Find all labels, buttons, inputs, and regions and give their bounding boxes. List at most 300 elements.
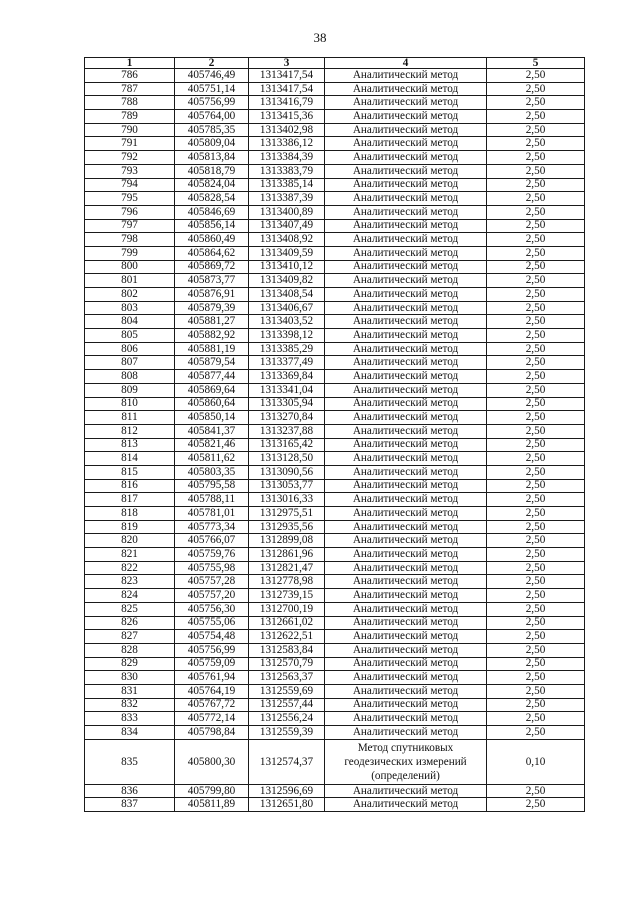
x-coordinate-cell: 405873,77 xyxy=(175,274,249,288)
table-row xyxy=(85,96,585,110)
x-coordinate-cell: 405882,92 xyxy=(175,329,249,343)
table-row xyxy=(85,219,585,233)
x-coordinate-cell: 405881,27 xyxy=(175,315,249,329)
accuracy-cell: 2,50 xyxy=(487,411,585,425)
method-cell: Аналитический метод xyxy=(325,534,487,548)
method-cell: Аналитический метод xyxy=(325,342,487,356)
y-coordinate-cell: 1313415,36 xyxy=(249,110,325,124)
y-coordinate-cell: 1313398,12 xyxy=(249,329,325,343)
accuracy-cell: 2,50 xyxy=(487,274,585,288)
y-coordinate-cell: 1313403,52 xyxy=(249,315,325,329)
point-number-cell: 805 xyxy=(85,329,175,343)
method-cell: Аналитический метод xyxy=(325,479,487,493)
point-number-cell: 829 xyxy=(85,657,175,671)
accuracy-cell: 2,50 xyxy=(487,630,585,644)
y-coordinate-cell: 1313410,12 xyxy=(249,260,325,274)
x-coordinate-cell: 405869,72 xyxy=(175,260,249,274)
table-row xyxy=(85,110,585,124)
x-coordinate-cell: 405772,14 xyxy=(175,712,249,726)
accuracy-cell: 2,50 xyxy=(487,712,585,726)
accuracy-cell: 2,50 xyxy=(487,315,585,329)
point-number-cell: 796 xyxy=(85,205,175,219)
method-cell: Аналитический метод xyxy=(325,192,487,206)
column-header-2: 2 xyxy=(175,58,249,69)
method-cell: Аналитический метод xyxy=(325,315,487,329)
accuracy-cell: 2,50 xyxy=(487,397,585,411)
x-coordinate-cell: 405809,04 xyxy=(175,137,249,151)
accuracy-cell: 2,50 xyxy=(487,246,585,260)
table-row xyxy=(85,151,585,165)
column-header-5: 5 xyxy=(487,58,585,69)
accuracy-cell: 2,50 xyxy=(487,192,585,206)
method-cell: Аналитический метод xyxy=(325,712,487,726)
y-coordinate-cell: 1312559,39 xyxy=(249,726,325,740)
y-coordinate-cell: 1312583,84 xyxy=(249,643,325,657)
accuracy-cell: 2,50 xyxy=(487,657,585,671)
method-cell: Аналитический метод xyxy=(325,520,487,534)
table-row xyxy=(85,507,585,521)
table-row xyxy=(85,260,585,274)
accuracy-cell: 2,50 xyxy=(487,575,585,589)
x-coordinate-cell: 405795,58 xyxy=(175,479,249,493)
table-row xyxy=(85,246,585,260)
point-number-cell: 790 xyxy=(85,123,175,137)
y-coordinate-cell: 1312596,69 xyxy=(249,784,325,798)
accuracy-cell: 2,50 xyxy=(487,438,585,452)
x-coordinate-cell: 405818,79 xyxy=(175,164,249,178)
table-row xyxy=(85,411,585,425)
y-coordinate-cell: 1313384,39 xyxy=(249,151,325,165)
accuracy-cell: 2,50 xyxy=(487,301,585,315)
method-cell: Аналитический метод xyxy=(325,137,487,151)
accuracy-cell: 2,50 xyxy=(487,96,585,110)
table-row xyxy=(85,342,585,356)
point-number-cell: 791 xyxy=(85,137,175,151)
x-coordinate-cell: 405856,14 xyxy=(175,219,249,233)
accuracy-cell: 2,50 xyxy=(487,123,585,137)
x-coordinate-cell: 405828,54 xyxy=(175,192,249,206)
accuracy-cell: 2,50 xyxy=(487,534,585,548)
point-number-cell: 798 xyxy=(85,233,175,247)
y-coordinate-cell: 1312935,56 xyxy=(249,520,325,534)
method-cell: Аналитический метод xyxy=(325,178,487,192)
table-row xyxy=(85,315,585,329)
method-cell: Аналитический метод xyxy=(325,397,487,411)
table-row xyxy=(85,602,585,616)
method-cell: Аналитический метод xyxy=(325,288,487,302)
x-coordinate-cell: 405756,99 xyxy=(175,96,249,110)
x-coordinate-cell: 405800,30 xyxy=(175,739,249,784)
table-row xyxy=(85,205,585,219)
accuracy-cell: 2,50 xyxy=(487,726,585,740)
accuracy-cell: 2,50 xyxy=(487,205,585,219)
x-coordinate-cell: 405824,04 xyxy=(175,178,249,192)
method-cell: Аналитический метод xyxy=(325,424,487,438)
y-coordinate-cell: 1313409,82 xyxy=(249,274,325,288)
accuracy-cell: 2,50 xyxy=(487,288,585,302)
y-coordinate-cell: 1312651,80 xyxy=(249,798,325,812)
method-cell: Аналитический метод xyxy=(325,589,487,603)
point-number-cell: 787 xyxy=(85,82,175,96)
x-coordinate-cell: 405876,91 xyxy=(175,288,249,302)
method-cell: Аналитический метод xyxy=(325,151,487,165)
point-number-cell: 834 xyxy=(85,726,175,740)
accuracy-cell: 2,50 xyxy=(487,178,585,192)
table-row xyxy=(85,465,585,479)
accuracy-cell: 2,50 xyxy=(487,643,585,657)
point-number-cell: 818 xyxy=(85,507,175,521)
y-coordinate-cell: 1313386,12 xyxy=(249,137,325,151)
table-row xyxy=(85,479,585,493)
y-coordinate-cell: 1312861,96 xyxy=(249,548,325,562)
table-row xyxy=(85,534,585,548)
method-cell: Аналитический метод xyxy=(325,784,487,798)
y-coordinate-cell: 1313383,79 xyxy=(249,164,325,178)
point-number-cell: 793 xyxy=(85,164,175,178)
point-number-cell: 811 xyxy=(85,411,175,425)
accuracy-cell: 2,50 xyxy=(487,424,585,438)
table-row xyxy=(85,671,585,685)
accuracy-cell: 2,50 xyxy=(487,164,585,178)
table-row xyxy=(85,575,585,589)
y-coordinate-cell: 1312778,98 xyxy=(249,575,325,589)
x-coordinate-cell: 405781,01 xyxy=(175,507,249,521)
table-row xyxy=(85,784,585,798)
table-row xyxy=(85,397,585,411)
x-coordinate-cell: 405785,35 xyxy=(175,123,249,137)
y-coordinate-cell: 1313128,50 xyxy=(249,452,325,466)
point-number-cell: 830 xyxy=(85,671,175,685)
method-cell: Аналитический метод xyxy=(325,561,487,575)
accuracy-cell: 0,10 xyxy=(487,739,585,784)
table-row xyxy=(85,438,585,452)
point-number-cell: 823 xyxy=(85,575,175,589)
x-coordinate-cell: 405767,72 xyxy=(175,698,249,712)
x-coordinate-cell: 405764,19 xyxy=(175,684,249,698)
method-cell: Аналитический метод xyxy=(325,465,487,479)
table-row xyxy=(85,548,585,562)
point-number-cell: 836 xyxy=(85,784,175,798)
accuracy-cell: 2,50 xyxy=(487,479,585,493)
point-number-cell: 826 xyxy=(85,616,175,630)
accuracy-cell: 2,50 xyxy=(487,110,585,124)
y-coordinate-cell: 1313385,14 xyxy=(249,178,325,192)
point-number-cell: 817 xyxy=(85,493,175,507)
method-cell: Аналитический метод xyxy=(325,493,487,507)
point-number-cell: 810 xyxy=(85,397,175,411)
table-row xyxy=(85,712,585,726)
table-row xyxy=(85,520,585,534)
point-number-cell: 837 xyxy=(85,798,175,812)
table-row xyxy=(85,82,585,96)
accuracy-cell: 2,50 xyxy=(487,260,585,274)
accuracy-cell: 2,50 xyxy=(487,383,585,397)
accuracy-cell: 2,50 xyxy=(487,233,585,247)
table-row xyxy=(85,643,585,657)
column-header-1: 1 xyxy=(85,58,175,69)
point-number-cell: 804 xyxy=(85,315,175,329)
x-coordinate-cell: 405846,69 xyxy=(175,205,249,219)
table-row xyxy=(85,233,585,247)
accuracy-cell: 2,50 xyxy=(487,137,585,151)
method-cell: Аналитический метод xyxy=(325,301,487,315)
x-coordinate-cell: 405754,48 xyxy=(175,630,249,644)
x-coordinate-cell: 405756,30 xyxy=(175,602,249,616)
y-coordinate-cell: 1313305,94 xyxy=(249,397,325,411)
x-coordinate-cell: 405821,46 xyxy=(175,438,249,452)
table-row xyxy=(85,192,585,206)
y-coordinate-cell: 1313402,98 xyxy=(249,123,325,137)
table-row xyxy=(85,301,585,315)
method-cell: Аналитический метод xyxy=(325,329,487,343)
page-number: 38 xyxy=(313,30,327,45)
accuracy-cell: 2,50 xyxy=(487,493,585,507)
table-row xyxy=(85,137,585,151)
x-coordinate-cell: 405755,06 xyxy=(175,616,249,630)
y-coordinate-cell: 1313377,49 xyxy=(249,356,325,370)
table-body xyxy=(85,69,585,812)
point-number-cell: 833 xyxy=(85,712,175,726)
accuracy-cell: 2,50 xyxy=(487,548,585,562)
x-coordinate-cell: 405860,64 xyxy=(175,397,249,411)
accuracy-cell: 2,50 xyxy=(487,452,585,466)
table-row xyxy=(85,452,585,466)
accuracy-cell: 2,50 xyxy=(487,684,585,698)
x-coordinate-cell: 405879,39 xyxy=(175,301,249,315)
method-cell: Аналитический метод xyxy=(325,260,487,274)
method-cell: Аналитический метод xyxy=(325,643,487,657)
point-number-cell: 786 xyxy=(85,69,175,83)
x-coordinate-cell: 405803,35 xyxy=(175,465,249,479)
method-cell: Аналитический метод xyxy=(325,96,487,110)
table-row xyxy=(85,288,585,302)
x-coordinate-cell: 405864,62 xyxy=(175,246,249,260)
table-row xyxy=(85,561,585,575)
accuracy-cell: 2,50 xyxy=(487,342,585,356)
x-coordinate-cell: 405746,49 xyxy=(175,69,249,83)
table-row xyxy=(85,630,585,644)
y-coordinate-cell: 1313270,84 xyxy=(249,411,325,425)
y-coordinate-cell: 1312556,24 xyxy=(249,712,325,726)
method-cell: Аналитический метод xyxy=(325,507,487,521)
y-coordinate-cell: 1313053,77 xyxy=(249,479,325,493)
column-header-3: 3 xyxy=(249,58,325,69)
x-coordinate-cell: 405811,62 xyxy=(175,452,249,466)
y-coordinate-cell: 1312975,51 xyxy=(249,507,325,521)
x-coordinate-cell: 405881,19 xyxy=(175,342,249,356)
point-number-cell: 816 xyxy=(85,479,175,493)
method-cell: Аналитический метод xyxy=(325,575,487,589)
point-number-cell: 819 xyxy=(85,520,175,534)
y-coordinate-cell: 1313409,59 xyxy=(249,246,325,260)
accuracy-cell: 2,50 xyxy=(487,356,585,370)
table-row xyxy=(85,274,585,288)
method-cell: Аналитический метод xyxy=(325,274,487,288)
accuracy-cell: 2,50 xyxy=(487,69,585,83)
method-cell: Аналитический метод xyxy=(325,356,487,370)
point-number-cell: 825 xyxy=(85,602,175,616)
method-cell: Аналитический метод xyxy=(325,411,487,425)
point-number-cell: 789 xyxy=(85,110,175,124)
x-coordinate-cell: 405788,11 xyxy=(175,493,249,507)
x-coordinate-cell: 405764,00 xyxy=(175,110,249,124)
x-coordinate-cell: 405799,80 xyxy=(175,784,249,798)
y-coordinate-cell: 1312559,69 xyxy=(249,684,325,698)
y-coordinate-cell: 1312622,51 xyxy=(249,630,325,644)
y-coordinate-cell: 1312570,79 xyxy=(249,657,325,671)
method-cell: Аналитический метод xyxy=(325,383,487,397)
x-coordinate-cell: 405755,98 xyxy=(175,561,249,575)
y-coordinate-cell: 1312557,44 xyxy=(249,698,325,712)
x-coordinate-cell: 405757,28 xyxy=(175,575,249,589)
table-row xyxy=(85,383,585,397)
y-coordinate-cell: 1312899,08 xyxy=(249,534,325,548)
table-row xyxy=(85,684,585,698)
accuracy-cell: 2,50 xyxy=(487,507,585,521)
y-coordinate-cell: 1313090,56 xyxy=(249,465,325,479)
table-row xyxy=(85,424,585,438)
method-cell: Аналитический метод xyxy=(325,798,487,812)
x-coordinate-cell: 405877,44 xyxy=(175,370,249,384)
table-row xyxy=(85,657,585,671)
x-coordinate-cell: 405757,20 xyxy=(175,589,249,603)
table-header-row xyxy=(85,58,585,69)
point-number-cell: 813 xyxy=(85,438,175,452)
x-coordinate-cell: 405860,49 xyxy=(175,233,249,247)
point-number-cell: 788 xyxy=(85,96,175,110)
y-coordinate-cell: 1313408,54 xyxy=(249,288,325,302)
point-number-cell: 832 xyxy=(85,698,175,712)
point-number-cell: 795 xyxy=(85,192,175,206)
x-coordinate-cell: 405751,14 xyxy=(175,82,249,96)
accuracy-cell: 2,50 xyxy=(487,151,585,165)
accuracy-cell: 2,50 xyxy=(487,798,585,812)
table-row xyxy=(85,123,585,137)
y-coordinate-cell: 1313369,84 xyxy=(249,370,325,384)
point-number-cell: 801 xyxy=(85,274,175,288)
point-number-cell: 831 xyxy=(85,684,175,698)
point-number-cell: 828 xyxy=(85,643,175,657)
point-number-cell: 797 xyxy=(85,219,175,233)
point-number-cell: 799 xyxy=(85,246,175,260)
y-coordinate-cell: 1312574,37 xyxy=(249,739,325,784)
y-coordinate-cell: 1313237,88 xyxy=(249,424,325,438)
accuracy-cell: 2,50 xyxy=(487,602,585,616)
method-cell: Аналитический метод xyxy=(325,548,487,562)
point-number-cell: 824 xyxy=(85,589,175,603)
method-cell: Аналитический метод xyxy=(325,370,487,384)
method-cell: Аналитический метод xyxy=(325,671,487,685)
method-cell: Аналитический метод xyxy=(325,452,487,466)
method-cell: Аналитический метод xyxy=(325,69,487,83)
table-row xyxy=(85,798,585,812)
y-coordinate-cell: 1313407,49 xyxy=(249,219,325,233)
y-coordinate-cell: 1313387,39 xyxy=(249,192,325,206)
method-cell: Аналитический метод xyxy=(325,246,487,260)
y-coordinate-cell: 1313406,67 xyxy=(249,301,325,315)
method-cell: Аналитический метод xyxy=(325,657,487,671)
method-cell: Аналитический метод xyxy=(325,233,487,247)
point-number-cell: 807 xyxy=(85,356,175,370)
x-coordinate-cell: 405811,89 xyxy=(175,798,249,812)
y-coordinate-cell: 1312739,15 xyxy=(249,589,325,603)
point-number-cell: 814 xyxy=(85,452,175,466)
x-coordinate-cell: 405756,99 xyxy=(175,643,249,657)
x-coordinate-cell: 405879,54 xyxy=(175,356,249,370)
accuracy-cell: 2,50 xyxy=(487,329,585,343)
point-number-cell: 820 xyxy=(85,534,175,548)
x-coordinate-cell: 405850,14 xyxy=(175,411,249,425)
point-number-cell: 815 xyxy=(85,465,175,479)
method-cell: Аналитический метод xyxy=(325,110,487,124)
method-cell: Аналитический метод xyxy=(325,698,487,712)
y-coordinate-cell: 1313417,54 xyxy=(249,69,325,83)
x-coordinate-cell: 405761,94 xyxy=(175,671,249,685)
y-coordinate-cell: 1313400,89 xyxy=(249,205,325,219)
point-number-cell: 803 xyxy=(85,301,175,315)
x-coordinate-cell: 405766,07 xyxy=(175,534,249,548)
method-cell: Аналитический метод xyxy=(325,684,487,698)
x-coordinate-cell: 405798,84 xyxy=(175,726,249,740)
table-row xyxy=(85,164,585,178)
method-cell: Аналитический метод xyxy=(325,123,487,137)
table-row xyxy=(85,370,585,384)
method-cell: Аналитический метод xyxy=(325,726,487,740)
x-coordinate-cell: 405759,76 xyxy=(175,548,249,562)
accuracy-cell: 2,50 xyxy=(487,589,585,603)
method-cell: Аналитический метод xyxy=(325,205,487,219)
method-cell: Аналитический метод xyxy=(325,164,487,178)
y-coordinate-cell: 1313016,33 xyxy=(249,493,325,507)
accuracy-cell: 2,50 xyxy=(487,671,585,685)
point-number-cell: 806 xyxy=(85,342,175,356)
method-cell: Аналитический метод xyxy=(325,438,487,452)
accuracy-cell: 2,50 xyxy=(487,219,585,233)
accuracy-cell: 2,50 xyxy=(487,784,585,798)
point-number-cell: 809 xyxy=(85,383,175,397)
table-row xyxy=(85,69,585,83)
y-coordinate-cell: 1313341,04 xyxy=(249,383,325,397)
point-number-cell: 812 xyxy=(85,424,175,438)
point-number-cell: 792 xyxy=(85,151,175,165)
table-row xyxy=(85,356,585,370)
accuracy-cell: 2,50 xyxy=(487,520,585,534)
table-row xyxy=(85,726,585,740)
y-coordinate-cell: 1313165,42 xyxy=(249,438,325,452)
table-row xyxy=(85,739,585,784)
x-coordinate-cell: 405869,64 xyxy=(175,383,249,397)
y-coordinate-cell: 1313417,54 xyxy=(249,82,325,96)
method-cell: Аналитический метод xyxy=(325,630,487,644)
x-coordinate-cell: 405759,09 xyxy=(175,657,249,671)
method-cell: Аналитический метод xyxy=(325,219,487,233)
point-number-cell: 821 xyxy=(85,548,175,562)
point-number-cell: 802 xyxy=(85,288,175,302)
x-coordinate-cell: 405813,84 xyxy=(175,151,249,165)
coordinates-table xyxy=(84,57,585,812)
accuracy-cell: 2,50 xyxy=(487,561,585,575)
method-cell: Метод спутниковых геодезических измерений (определений) xyxy=(325,739,487,784)
table-row xyxy=(85,698,585,712)
y-coordinate-cell: 1312661,02 xyxy=(249,616,325,630)
table-row xyxy=(85,493,585,507)
y-coordinate-cell: 1312821,47 xyxy=(249,561,325,575)
y-coordinate-cell: 1313408,92 xyxy=(249,233,325,247)
accuracy-cell: 2,50 xyxy=(487,698,585,712)
table-row xyxy=(85,329,585,343)
y-coordinate-cell: 1312700,19 xyxy=(249,602,325,616)
point-number-cell: 822 xyxy=(85,561,175,575)
